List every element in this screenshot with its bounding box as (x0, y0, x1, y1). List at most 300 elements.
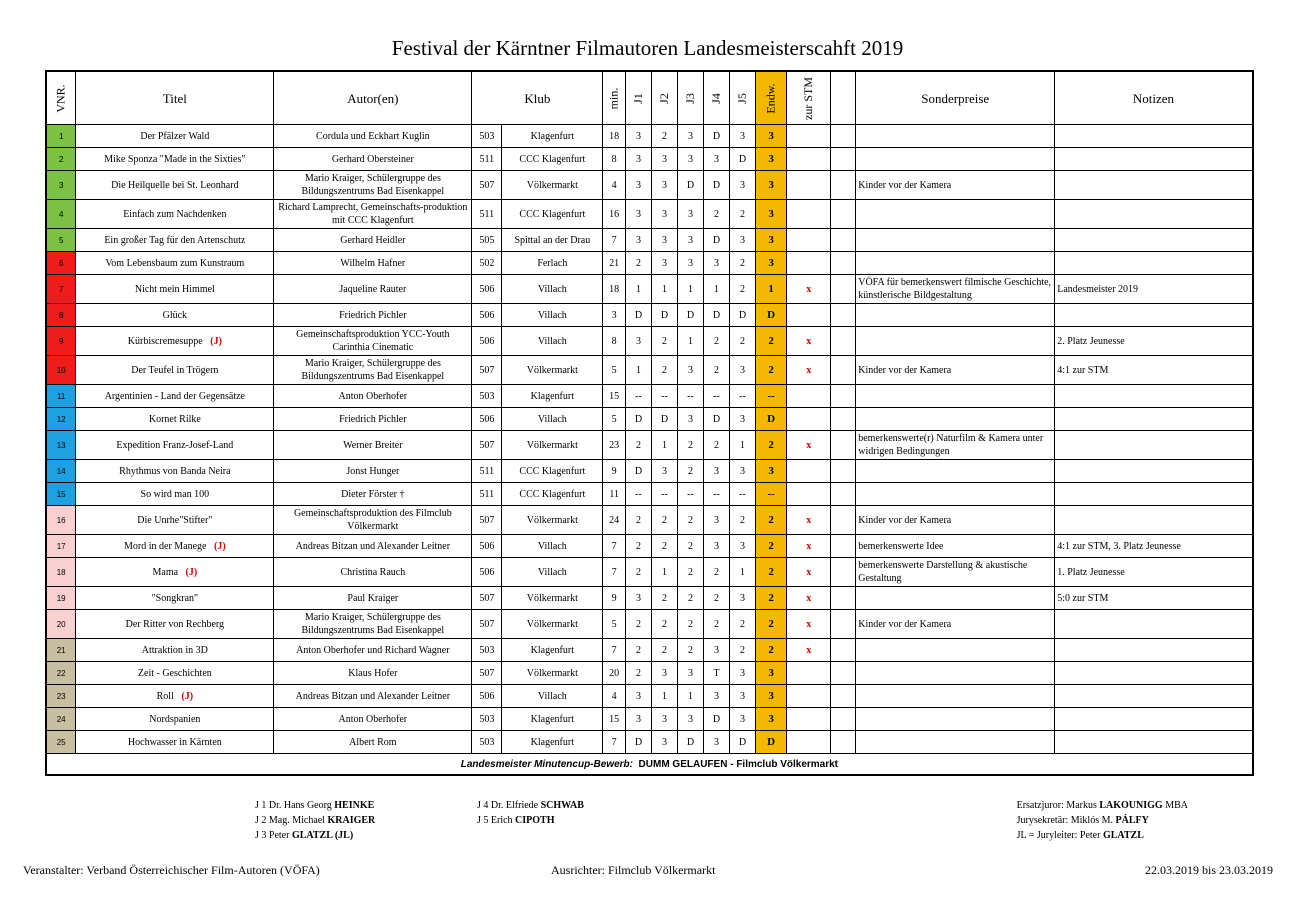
final-score: D (756, 304, 787, 327)
juror-2-score: 2 (652, 610, 678, 639)
notes (1055, 639, 1253, 662)
juror-4-score: 3 (704, 506, 730, 535)
juror-1-score: 3 (626, 200, 652, 229)
film-title-text: Der Ritter von Rechberg (125, 618, 225, 630)
col-header-j2: J2 (652, 71, 678, 125)
jury-member-suffix: MBA (1162, 800, 1188, 811)
final-score: D (756, 731, 787, 754)
notes: 2. Platz Jeunesse (1055, 327, 1253, 356)
final-score: 3 (756, 685, 787, 708)
notes (1055, 252, 1253, 275)
final-score: 3 (756, 200, 787, 229)
stm-mark: x (787, 356, 831, 385)
juror-1-score: 2 (626, 610, 652, 639)
juror-4-score: T (704, 662, 730, 685)
juror-5-score: 2 (730, 200, 756, 229)
row-number: 11 (46, 385, 76, 408)
notes (1055, 662, 1253, 685)
blank-cell (831, 304, 856, 327)
film-minutes: 5 (603, 610, 626, 639)
film-minutes: 9 (603, 460, 626, 483)
club-code: 507 (472, 506, 502, 535)
final-score: D (756, 408, 787, 431)
special-prize (856, 708, 1055, 731)
club-code: 507 (472, 431, 502, 460)
juror-5-score: 2 (730, 506, 756, 535)
col-header-j3: J3 (678, 71, 704, 125)
stm-mark (787, 460, 831, 483)
jury-member-surname: PÁLFY (1115, 815, 1149, 826)
juror-3-score: 3 (678, 200, 704, 229)
film-title-text: Einfach zum Nachdenken (123, 208, 227, 220)
film-title (76, 171, 274, 200)
blank-cell (831, 431, 856, 460)
final-score: -- (756, 385, 787, 408)
juror-3-score: D (678, 304, 704, 327)
juror-5-score: -- (730, 385, 756, 408)
jeunesse-marker: (J) (185, 566, 198, 578)
col-header-j1: J1 (626, 71, 652, 125)
jury-member (477, 813, 584, 828)
juror-3-score: D (678, 171, 704, 200)
row-number: 17 (46, 535, 76, 558)
club-code: 503 (472, 708, 502, 731)
club-name: Völkermarkt (502, 431, 603, 460)
blank-cell (831, 356, 856, 385)
notes (1055, 731, 1253, 754)
jury-member (477, 798, 584, 813)
juror-3-score: -- (678, 385, 704, 408)
special-prize (856, 483, 1055, 506)
table-row (46, 460, 1253, 483)
col-header-j5: J5 (730, 71, 756, 125)
juror-3-score: 2 (678, 460, 704, 483)
table-row (46, 587, 1253, 610)
col-header-nr: VNR. (46, 71, 76, 125)
blank-cell (831, 171, 856, 200)
notes (1055, 460, 1253, 483)
table-row (46, 535, 1253, 558)
film-minutes: 15 (603, 708, 626, 731)
juror-5-score: 2 (730, 610, 756, 639)
film-title (76, 731, 274, 754)
row-number: 8 (46, 304, 76, 327)
film-title (76, 200, 274, 229)
film-minutes: 24 (603, 506, 626, 535)
film-author: Jonst Hunger (274, 460, 472, 483)
final-score: 2 (756, 610, 787, 639)
blank-cell (831, 460, 856, 483)
juror-1-score: 2 (626, 252, 652, 275)
film-title (76, 587, 274, 610)
table-row (46, 148, 1253, 171)
juror-1-score: 2 (626, 558, 652, 587)
row-number: 25 (46, 731, 76, 754)
special-prize (856, 460, 1055, 483)
stm-mark: x (787, 587, 831, 610)
col-header-j4: J4 (704, 71, 730, 125)
film-author: Jaqueline Rauter (274, 275, 472, 304)
stm-mark (787, 148, 831, 171)
film-title-text: Vom Lebensbaum zum Kunstraum (105, 257, 245, 269)
film-title (76, 431, 274, 460)
club-code: 506 (472, 408, 502, 431)
club-code: 503 (472, 125, 502, 148)
juror-4-score: 3 (704, 148, 730, 171)
final-score: 2 (756, 639, 787, 662)
juror-3-score: 3 (678, 708, 704, 731)
juror-3-score: 2 (678, 639, 704, 662)
film-title (76, 356, 274, 385)
special-prize (856, 408, 1055, 431)
blank-cell (831, 125, 856, 148)
film-title (76, 304, 274, 327)
final-score: 3 (756, 125, 787, 148)
film-title-text: Roll (156, 690, 174, 702)
blank-cell (831, 535, 856, 558)
film-minutes: 23 (603, 431, 626, 460)
juror-4-score: 3 (704, 535, 730, 558)
table-row (46, 685, 1253, 708)
minutencup-label: Landesmeister Minutencup-Bewerb: (460, 758, 633, 770)
juror-2-score: 3 (652, 148, 678, 171)
juror-5-score: 1 (730, 431, 756, 460)
juror-4-score: 2 (704, 558, 730, 587)
blank-cell (831, 731, 856, 754)
notes (1055, 200, 1253, 229)
club-name: Villach (502, 327, 603, 356)
juror-2-score: 2 (652, 125, 678, 148)
jury-member (255, 813, 375, 828)
stm-mark: x (787, 558, 831, 587)
club-code: 502 (472, 252, 502, 275)
veranstalter-text: Veranstalter: Verband Österreichischer Film-Autoren (VÖFA) (23, 863, 320, 877)
stm-mark (787, 708, 831, 731)
juror-3-score: 2 (678, 535, 704, 558)
juror-5-score: 3 (730, 229, 756, 252)
club-name: Völkermarkt (502, 610, 603, 639)
blank-cell (831, 708, 856, 731)
film-minutes: 3 (603, 304, 626, 327)
film-title (76, 685, 274, 708)
juror-5-score: 1 (730, 558, 756, 587)
film-author: Christina Rauch (274, 558, 472, 587)
row-number: 7 (46, 275, 76, 304)
juror-4-score: 3 (704, 639, 730, 662)
film-title-text: Mike Sponza "Made in the Sixties" (104, 153, 246, 165)
table-row (46, 708, 1253, 731)
row-number: 1 (46, 125, 76, 148)
juror-4-score: D (704, 304, 730, 327)
club-name: Klagenfurt (502, 708, 603, 731)
row-number: 15 (46, 483, 76, 506)
blank-cell (831, 229, 856, 252)
table-row (46, 610, 1253, 639)
row-number: 10 (46, 356, 76, 385)
special-prize: bemerkenswerte(r) Naturfilm & Kamera unter widrigen Bedingungen (856, 431, 1055, 460)
juror-5-score: -- (730, 483, 756, 506)
juror-4-score: 2 (704, 200, 730, 229)
stm-mark (787, 662, 831, 685)
row-number: 12 (46, 408, 76, 431)
juror-4-score: -- (704, 385, 730, 408)
film-title-text: Kornet Rilke (148, 413, 201, 425)
jury-list-left (255, 798, 375, 843)
film-author: Dieter Förster † (274, 483, 472, 506)
film-title (76, 408, 274, 431)
row-number: 14 (46, 460, 76, 483)
notes (1055, 148, 1253, 171)
film-minutes: 15 (603, 385, 626, 408)
juror-4-score: D (704, 125, 730, 148)
special-prize (856, 385, 1055, 408)
special-prize: Kinder vor der Kamera (856, 506, 1055, 535)
stm-mark (787, 731, 831, 754)
col-header-blank (831, 71, 856, 125)
jury-member-prefix: J 1 Dr. Hans Georg (255, 800, 335, 811)
col-header-endw: Endw. (756, 71, 787, 125)
club-name: CCC Klagenfurt (502, 460, 603, 483)
juror-4-score: 3 (704, 252, 730, 275)
jury-member-prefix: JL = Juryleiter: Peter (1016, 830, 1103, 841)
club-code: 507 (472, 662, 502, 685)
film-title (76, 558, 274, 587)
film-minutes: 11 (603, 483, 626, 506)
film-title-text: Mama (152, 566, 179, 578)
juror-5-score: 2 (730, 252, 756, 275)
jury-list-middle (477, 798, 584, 828)
film-minutes: 8 (603, 327, 626, 356)
blank-cell (831, 148, 856, 171)
table-row (46, 408, 1253, 431)
club-code: 505 (472, 229, 502, 252)
juror-5-score: 3 (730, 662, 756, 685)
blank-cell (831, 587, 856, 610)
film-title-text: Attraktion in 3D (141, 644, 208, 656)
juror-2-score: 1 (652, 275, 678, 304)
juror-1-score: 3 (626, 171, 652, 200)
table-row (46, 327, 1253, 356)
minutencup-row (46, 754, 1253, 776)
blank-cell (831, 200, 856, 229)
stm-mark (787, 200, 831, 229)
film-minutes: 5 (603, 408, 626, 431)
special-prize (856, 327, 1055, 356)
notes (1055, 483, 1253, 506)
col-header-autor: Autor(en) (274, 71, 472, 125)
stm-mark: x (787, 275, 831, 304)
club-code: 503 (472, 639, 502, 662)
film-minutes: 7 (603, 731, 626, 754)
blank-cell (831, 506, 856, 535)
stm-mark: x (787, 327, 831, 356)
film-author: Gerhard Obersteiner (274, 148, 472, 171)
film-minutes: 7 (603, 558, 626, 587)
film-title (76, 252, 274, 275)
stm-mark (787, 408, 831, 431)
film-author: Albert Rom (274, 731, 472, 754)
juror-5-score: 2 (730, 327, 756, 356)
film-minutes: 7 (603, 229, 626, 252)
table-row (46, 662, 1253, 685)
table-row (46, 731, 1253, 754)
film-title-text: Ein großer Tag für den Artenschutz (104, 234, 246, 246)
final-score: 2 (756, 535, 787, 558)
film-title (76, 327, 274, 356)
stm-mark (787, 229, 831, 252)
final-score: 2 (756, 431, 787, 460)
film-author: Gemeinschaftsproduktion des Filmclub Völkermarkt (274, 506, 472, 535)
final-score: 3 (756, 252, 787, 275)
col-header-titel: Titel (76, 71, 274, 125)
blank-cell (831, 685, 856, 708)
jury-member-prefix: J 4 Dr. Elfriede (477, 800, 541, 811)
blank-cell (831, 327, 856, 356)
stm-mark (787, 685, 831, 708)
jury-list-right (1017, 798, 1188, 843)
row-number: 2 (46, 148, 76, 171)
stm-mark: x (787, 535, 831, 558)
special-prize (856, 662, 1055, 685)
row-number: 21 (46, 639, 76, 662)
film-title (76, 148, 274, 171)
table-row (46, 385, 1253, 408)
juror-4-score: 3 (704, 731, 730, 754)
results-table (45, 70, 1254, 776)
notes: 1. Platz Jeunesse (1055, 558, 1253, 587)
juror-1-score: 3 (626, 125, 652, 148)
club-name: Völkermarkt (502, 662, 603, 685)
juror-4-score: D (704, 408, 730, 431)
special-prize (856, 200, 1055, 229)
juror-2-score: 2 (652, 587, 678, 610)
film-minutes: 5 (603, 356, 626, 385)
juror-1-score: D (626, 731, 652, 754)
row-number: 18 (46, 558, 76, 587)
club-name: CCC Klagenfurt (502, 200, 603, 229)
juror-2-score: 3 (652, 731, 678, 754)
film-title (76, 229, 274, 252)
club-code: 511 (472, 200, 502, 229)
special-prize (856, 639, 1055, 662)
juror-3-score: 3 (678, 408, 704, 431)
special-prize (856, 685, 1055, 708)
special-prize: Kinder vor der Kamera (856, 356, 1055, 385)
juror-5-score: 2 (730, 275, 756, 304)
table-row (46, 229, 1253, 252)
juror-2-score: 2 (652, 356, 678, 385)
juror-1-score: D (626, 460, 652, 483)
special-prize (856, 587, 1055, 610)
juror-3-score: 3 (678, 252, 704, 275)
final-score: 2 (756, 587, 787, 610)
juror-2-score: 1 (652, 685, 678, 708)
film-title-text: Die Unrhe"Stifter" (137, 514, 213, 526)
club-code: 507 (472, 171, 502, 200)
juror-2-score: 3 (652, 252, 678, 275)
minutencup-value: DUMM GELAUFEN - Filmclub Völkermarkt (638, 758, 839, 770)
juror-5-score: 3 (730, 587, 756, 610)
jury-member-surname: LAKOUNIGG (1099, 800, 1163, 811)
final-score: 3 (756, 171, 787, 200)
film-author: Andreas Bitzan und Alexander Leitner (274, 535, 472, 558)
table-row (46, 275, 1253, 304)
juror-3-score: 1 (678, 327, 704, 356)
club-name: Spittal an der Drau (502, 229, 603, 252)
ausrichter-text: Ausrichter: Filmclub Völkermarkt (551, 863, 716, 877)
juror-3-score: 2 (678, 587, 704, 610)
juror-5-score: D (730, 148, 756, 171)
club-code: 506 (472, 304, 502, 327)
film-title-text: Rhythmus von Banda Neira (119, 465, 231, 477)
notes (1055, 685, 1253, 708)
juror-4-score: D (704, 171, 730, 200)
club-name: CCC Klagenfurt (502, 483, 603, 506)
stm-mark: x (787, 610, 831, 639)
row-number: 13 (46, 431, 76, 460)
juror-3-score: 3 (678, 148, 704, 171)
table-row (46, 483, 1253, 506)
film-author: Friedrich Pichler (274, 408, 472, 431)
juror-3-score: D (678, 731, 704, 754)
club-name: Villach (502, 685, 603, 708)
row-number: 9 (46, 327, 76, 356)
film-title-text: "Songkran" (151, 592, 199, 604)
notes (1055, 385, 1253, 408)
juror-1-score: 3 (626, 327, 652, 356)
stm-mark: x (787, 431, 831, 460)
table-row (46, 304, 1253, 327)
row-number: 22 (46, 662, 76, 685)
film-author: Cordula und Eckhart Kuglin (274, 125, 472, 148)
blank-cell (831, 252, 856, 275)
film-author: Anton Oberhofer und Richard Wagner (274, 639, 472, 662)
stm-mark (787, 385, 831, 408)
row-number: 3 (46, 171, 76, 200)
notes (1055, 171, 1253, 200)
film-title (76, 275, 274, 304)
juror-5-score: 2 (730, 639, 756, 662)
juror-3-score: 1 (678, 275, 704, 304)
film-author: Mario Kraiger, Schülergruppe des Bildungszentrums Bad Eisenkappel (274, 610, 472, 639)
juror-3-score: 2 (678, 610, 704, 639)
juror-3-score: -- (678, 483, 704, 506)
notes (1055, 506, 1253, 535)
juror-1-score: 3 (626, 708, 652, 731)
col-header-klub: Klub (472, 71, 603, 125)
row-number: 23 (46, 685, 76, 708)
col-header-stm: zur STM (787, 71, 831, 125)
table-row (46, 558, 1253, 587)
film-title-text: Mord in der Manege (124, 540, 207, 552)
juror-1-score: 1 (626, 356, 652, 385)
jury-member-surname: HEINKE (334, 800, 375, 811)
notes (1055, 304, 1253, 327)
club-code: 506 (472, 685, 502, 708)
club-code: 511 (472, 483, 502, 506)
club-code: 506 (472, 327, 502, 356)
juror-2-score: 3 (652, 171, 678, 200)
club-name: Ferlach (502, 252, 603, 275)
special-prize (856, 125, 1055, 148)
special-prize: bemerkenswerte Darstellung & akustische Gestaltung (856, 558, 1055, 587)
blank-cell (831, 275, 856, 304)
club-name: Klagenfurt (502, 125, 603, 148)
club-name: Klagenfurt (502, 385, 603, 408)
film-title-text: Kürbiscremesuppe (127, 335, 203, 347)
juror-5-score: 3 (730, 408, 756, 431)
juror-3-score: 1 (678, 685, 704, 708)
